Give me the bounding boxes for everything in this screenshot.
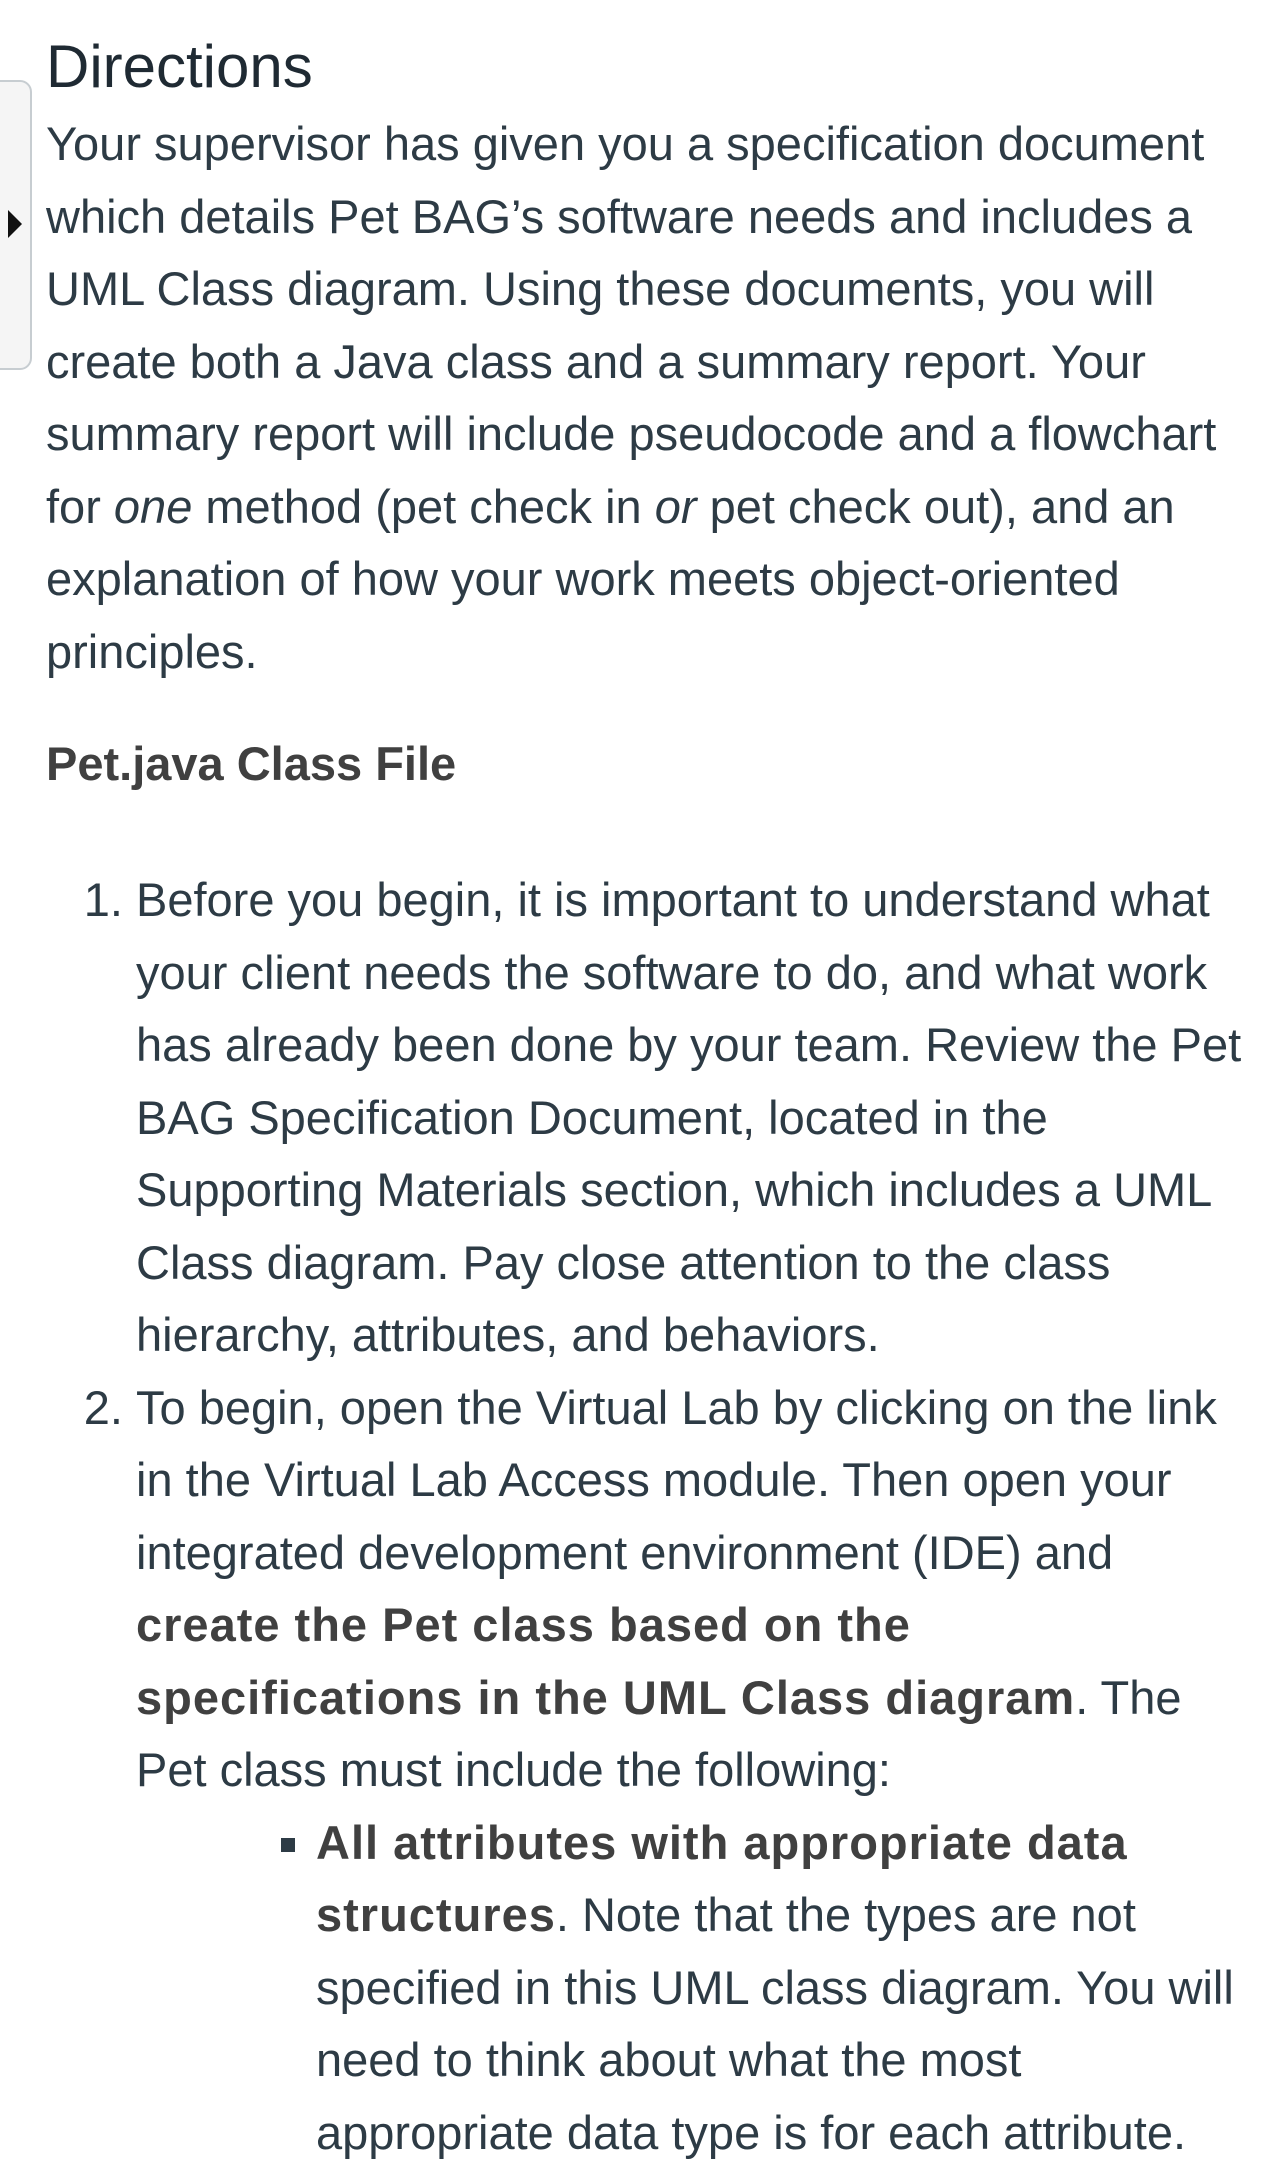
- list-item: [136, 1372, 1246, 2170]
- side-panel-toggle[interactable]: [0, 80, 32, 370]
- directions-heading: Directions: [46, 33, 313, 100]
- caret-right-icon: [8, 210, 22, 238]
- step-2-text: To begin, open the Virtual Lab by clicking on the link in the Virtual Lab Access module. Then open your integrated development environment (IDE) and: [136, 1380, 1217, 1579]
- step-2-bold: create the Pet class based on the specifications in the UML Class diagram: [136, 1598, 1076, 1724]
- intro-emphasis-2: or: [654, 479, 697, 533]
- sub-list-item: [316, 1807, 1246, 2170]
- sub-list: [136, 1807, 1246, 2170]
- step-2-tail: . The Pet class must include the following:: [136, 1670, 1182, 1796]
- intro-text-3: pet check out), and an explanation of how your work meets object-oriented principles.: [46, 479, 1175, 678]
- intro-text-1: Your supervisor has given you a specification document which details Pet BAG’s software needs and includes a UML Class diagram. Using these documents, you will create both a Java class and a summary report. Your summary report will include pseudocode and a flowchart for: [46, 117, 1217, 533]
- steps-list: [46, 864, 1246, 2169]
- directions-intro: [46, 108, 1246, 688]
- step-1-text: Before you begin, it is important to understand what your client needs the software to do, and what work has already been done by your team. Review the Pet BAG Specification Document, located in the Supporting Materials section, which includes a UML Class diagram. Pay close attention to the class hierarchy, attributes, and behaviors.: [136, 873, 1242, 1361]
- directions-content: [46, 26, 1246, 2169]
- list-item: [136, 864, 1246, 1372]
- pet-java-heading: Pet.java Class File: [46, 737, 457, 790]
- intro-text-2: method (pet check in: [192, 479, 655, 533]
- sub-1-bold: All attributes with appropriate data structures: [316, 1815, 1128, 1941]
- intro-emphasis-1: one: [113, 479, 193, 533]
- sub-1-text: . Note that the types are not specified in this UML class diagram. You will need to think about what the most appropriate data type is for each attribute.: [316, 1888, 1234, 2159]
